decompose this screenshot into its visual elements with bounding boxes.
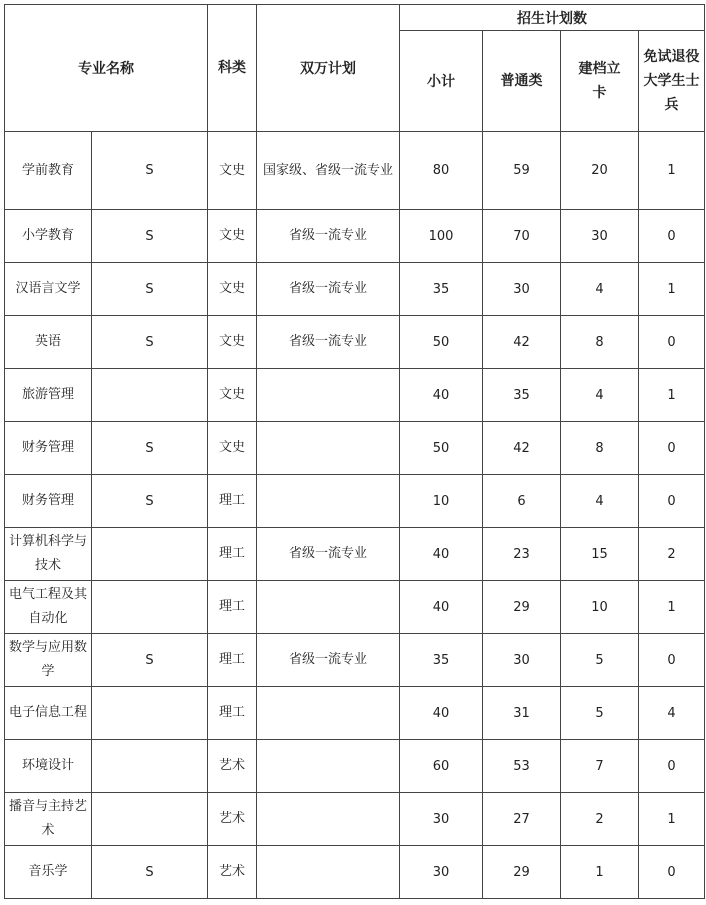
general-cell: 23 [483,528,561,581]
table-row [5,740,705,793]
poverty-cell: 2 [561,793,639,846]
double-plan-cell: 省级一流专业 [257,528,400,581]
subtotal-cell: 60 [400,740,483,793]
exempt-cell: 0 [639,422,705,475]
tag-cell: S [92,475,208,528]
exempt-cell: 1 [639,369,705,422]
tag-cell [92,793,208,846]
table-row [5,634,705,687]
general-cell: 27 [483,793,561,846]
poverty-header: 建档立卡 [561,31,639,132]
exempt-cell: 0 [639,846,705,899]
table-row [5,263,705,316]
kind-cell: 艺术 [208,846,257,899]
general-cell: 59 [483,132,561,210]
kind-cell: 理工 [208,634,257,687]
double-plan-cell: 省级一流专业 [257,316,400,369]
header-row-1 [5,5,705,31]
general-cell: 30 [483,634,561,687]
double-plan-cell [257,475,400,528]
major-name-cell: 学前教育 [5,132,92,210]
poverty-cell: 5 [561,687,639,740]
double-plan-cell [257,793,400,846]
tag-cell [92,528,208,581]
poverty-cell: 10 [561,581,639,634]
kind-cell: 艺术 [208,740,257,793]
subtotal-cell: 50 [400,422,483,475]
general-cell: 29 [483,846,561,899]
kind-cell: 文史 [208,132,257,210]
table-row [5,846,705,899]
double-plan-cell [257,581,400,634]
subtotal-cell: 30 [400,846,483,899]
major-name-cell: 音乐学 [5,846,92,899]
table-body [5,132,705,899]
subtotal-cell: 35 [400,263,483,316]
subtotal-cell: 40 [400,687,483,740]
kind-cell: 理工 [208,475,257,528]
major-name-cell: 电气工程及其自动化 [5,581,92,634]
subtotal-header: 小计 [400,31,483,132]
tag-cell: S [92,634,208,687]
kind-cell: 文史 [208,369,257,422]
exempt-cell: 2 [639,528,705,581]
subtotal-cell: 10 [400,475,483,528]
major-name-cell: 财务管理 [5,422,92,475]
major-name-cell: 英语 [5,316,92,369]
poverty-cell: 8 [561,316,639,369]
general-cell: 53 [483,740,561,793]
subtotal-cell: 40 [400,581,483,634]
major-name-cell: 计算机科学与技术 [5,528,92,581]
general-cell: 6 [483,475,561,528]
table-row [5,132,705,210]
table-row [5,581,705,634]
tag-cell: S [92,316,208,369]
double-plan-cell [257,369,400,422]
general-cell: 29 [483,581,561,634]
tag-cell [92,369,208,422]
double-plan-cell: 省级一流专业 [257,210,400,263]
exempt-cell: 0 [639,316,705,369]
general-cell: 30 [483,263,561,316]
tag-cell [92,581,208,634]
exempt-cell: 1 [639,793,705,846]
poverty-cell: 4 [561,369,639,422]
subtotal-cell: 80 [400,132,483,210]
kind-cell: 文史 [208,316,257,369]
kind-cell: 艺术 [208,793,257,846]
major-name-cell: 财务管理 [5,475,92,528]
general-cell: 35 [483,369,561,422]
major-name-header: 专业名称 [5,5,208,132]
tag-cell: S [92,846,208,899]
double-plan-cell [257,687,400,740]
subtotal-cell: 40 [400,528,483,581]
tag-cell: S [92,263,208,316]
enroll-plan-header: 招生计划数 [400,5,705,31]
kind-cell: 理工 [208,687,257,740]
exempt-cell: 1 [639,132,705,210]
kind-cell: 文史 [208,263,257,316]
major-name-cell: 小学教育 [5,210,92,263]
subtotal-cell: 35 [400,634,483,687]
poverty-cell: 7 [561,740,639,793]
kind-header: 科类 [208,5,257,132]
exempt-cell: 0 [639,634,705,687]
table-row [5,793,705,846]
tag-cell: S [92,132,208,210]
kind-cell: 理工 [208,528,257,581]
poverty-cell: 4 [561,263,639,316]
tag-cell: S [92,422,208,475]
poverty-cell: 20 [561,132,639,210]
double-plan-cell: 省级一流专业 [257,263,400,316]
table-row [5,475,705,528]
double-plan-cell [257,740,400,793]
poverty-cell: 8 [561,422,639,475]
major-name-cell: 播音与主持艺术 [5,793,92,846]
exempt-cell: 4 [639,687,705,740]
tag-cell: S [92,210,208,263]
major-name-cell: 数学与应用数学 [5,634,92,687]
table-row [5,422,705,475]
poverty-cell: 15 [561,528,639,581]
poverty-cell: 5 [561,634,639,687]
general-cell: 31 [483,687,561,740]
exempt-cell: 0 [639,210,705,263]
major-name-cell: 汉语言文学 [5,263,92,316]
double-plan-cell: 省级一流专业 [257,634,400,687]
table-row [5,210,705,263]
major-name-cell: 旅游管理 [5,369,92,422]
general-cell: 42 [483,422,561,475]
kind-cell: 文史 [208,210,257,263]
double-plan-cell: 国家级、省级一流专业 [257,132,400,210]
tag-cell [92,740,208,793]
kind-cell: 文史 [208,422,257,475]
table-row [5,687,705,740]
general-cell: 42 [483,316,561,369]
exempt-cell: 1 [639,581,705,634]
poverty-cell: 4 [561,475,639,528]
exempt-header: 免试退役大学生士兵 [639,31,705,132]
enrollment-plan-table [4,4,705,899]
subtotal-cell: 100 [400,210,483,263]
subtotal-cell: 40 [400,369,483,422]
tag-cell [92,687,208,740]
kind-cell: 理工 [208,581,257,634]
major-name-cell: 环境设计 [5,740,92,793]
exempt-cell: 0 [639,475,705,528]
table-row [5,369,705,422]
double-plan-cell [257,846,400,899]
major-name-cell: 电子信息工程 [5,687,92,740]
poverty-cell: 30 [561,210,639,263]
subtotal-cell: 30 [400,793,483,846]
general-cell: 70 [483,210,561,263]
table-row [5,316,705,369]
general-header: 普通类 [483,31,561,132]
double-plan-header: 双万计划 [257,5,400,132]
poverty-cell: 1 [561,846,639,899]
exempt-cell: 0 [639,740,705,793]
table-row [5,528,705,581]
subtotal-cell: 50 [400,316,483,369]
exempt-cell: 1 [639,263,705,316]
double-plan-cell [257,422,400,475]
